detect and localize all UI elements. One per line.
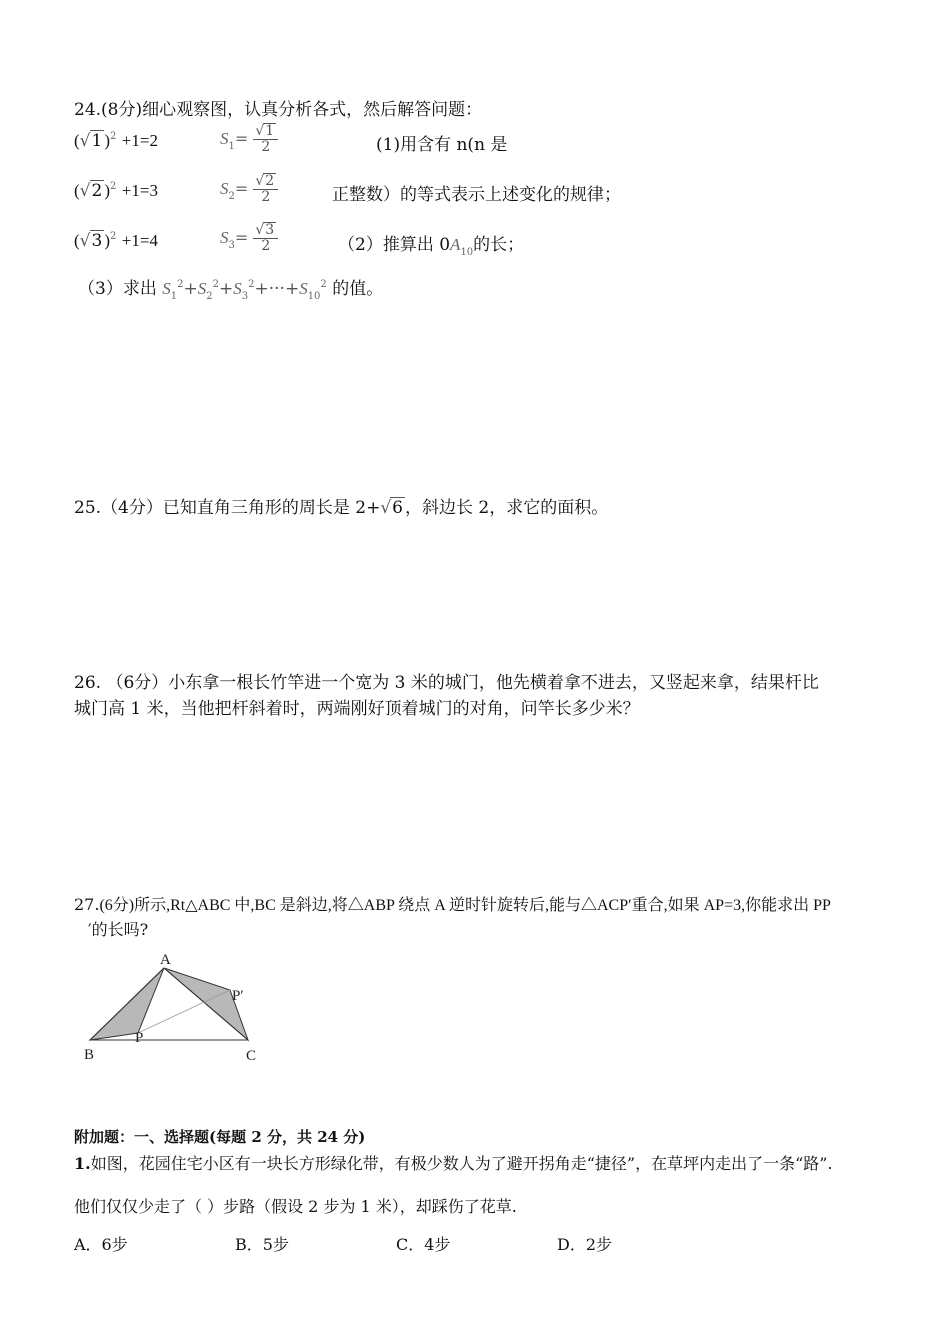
- label-p-prime: P′: [232, 988, 244, 1004]
- q24-row-3-root: 3: [91, 231, 103, 251]
- q24-part3: （3）求出 $S_1^2+S_2^2+S_3^2+\cdot\cdot\cdot+S_{10}^2$ 的值。: [78, 279, 384, 302]
- q24-row-2-area: $S_2=$ $\frac{√2}{2}$: [220, 173, 278, 206]
- q24-row-1-area: $S_1=$ $\frac{√1}{2}$: [220, 123, 278, 156]
- option-d[interactable]: D．2步: [557, 1235, 613, 1254]
- option-a[interactable]: A．6步: [74, 1235, 128, 1254]
- q25-text: 25.（4分）已知直角三角形的周长是 2+√6 ，斜边长 2，求它的面积。: [74, 498, 609, 518]
- q24-row-3-area: $S_3=$ $\frac{√3}{2}$: [220, 222, 278, 255]
- q26-line-2: 城门高 1 米，当他把杆斜着时，两端刚好顶着城门的对角，问竿长多少米？: [74, 699, 640, 719]
- q27-line-1: 27.(6分)所示,Rt△ABC 中,BC 是斜边,将△ABP 绕点 A 逆时针旋转后,能与△ACP′重合,如果 AP=3,你能求出 PP: [74, 895, 831, 914]
- label-c: C: [246, 1048, 257, 1064]
- q24-part3-sum: $S_1^2+S_2^2+S_3^2+\cdot\cdot\cdot+S_{10}^2$: [162, 279, 327, 302]
- q27-line-2: ′的长吗?: [88, 920, 149, 939]
- q24-row-2-equation: (√2 )$^2$ +1=3: [74, 181, 158, 201]
- q24-row-1-equation: (√1 )$^2$ +1=2: [74, 131, 158, 151]
- q24-part2: （2）推算出 $0A_{10}$的长；: [338, 235, 525, 258]
- q24-row-3-equation: (√3 )$^2$ +1=4: [74, 231, 158, 251]
- q24-row-1-root: 1: [91, 131, 103, 151]
- q24-row-2-rhs: +1=3: [121, 181, 158, 200]
- q24-row-3-rhs: +1=4: [121, 231, 158, 250]
- q24-row-1-rhs: +1=2: [121, 131, 158, 150]
- label-a: A: [160, 952, 171, 968]
- q24-heading: 24.(8分)细心观察图，认真分析各式，然后解答问题：: [74, 100, 483, 120]
- label-p: P: [135, 1030, 144, 1046]
- q24-part1-b: 正整数）的等式表示上述变化的规律；: [332, 185, 621, 205]
- label-b: B: [84, 1047, 95, 1063]
- q26-line-1: 26. （6分）小东拿一根长竹竿进一个宽为 3 米的城门，他先横着拿不进去，又竖起来拿，结果杆比: [74, 673, 819, 693]
- q24-part1-a: (1)用含有 n(n 是: [376, 135, 508, 155]
- extra-heading: 附加题：一、选择题(每题 2 分，共 24 分): [74, 1128, 366, 1146]
- extra-q1-line-2: 他们仅仅少走了（ ）步路（假设 2 步为 1 米），却踩伤了花草.: [74, 1197, 517, 1216]
- extra-q1-line-1: 1.如图，花园住宅小区有一块长方形绿化带，有极少数人为了避开拐角走“捷径”，在草坪内走出了一条“路”.: [74, 1154, 833, 1173]
- option-b[interactable]: B．5步: [235, 1235, 289, 1254]
- q27-triangle-figure: [80, 948, 280, 1066]
- q24-row-2-root: 2: [91, 181, 103, 201]
- option-c[interactable]: C．4步: [396, 1235, 451, 1254]
